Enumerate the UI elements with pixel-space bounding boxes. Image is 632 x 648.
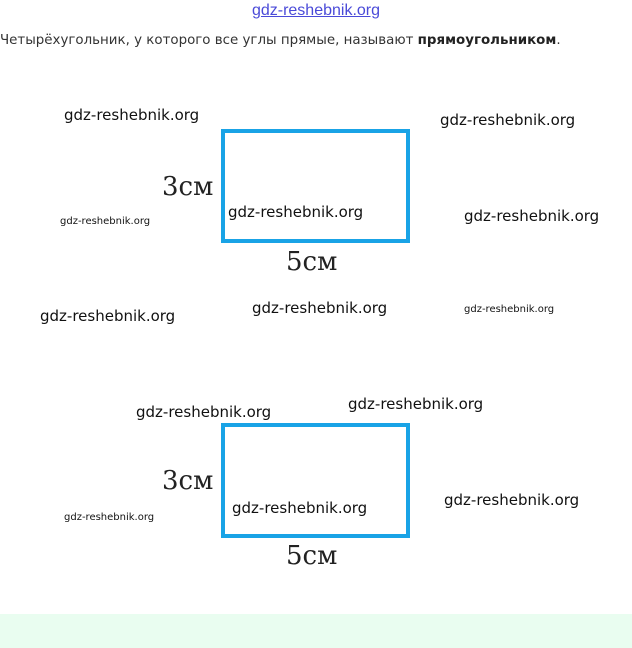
watermark: gdz-reshebnik.org	[232, 499, 368, 517]
watermark: gdz-reshebnik.org	[464, 304, 555, 315]
watermark: gdz-reshebnik.org	[464, 207, 600, 225]
width-label-1: 5см	[286, 247, 338, 277]
definition-text-after: .	[556, 33, 561, 48]
rectangle-figure-2	[221, 423, 410, 538]
watermark: gdz-reshebnik.org	[228, 203, 364, 221]
watermark: gdz-reshebnik.org	[60, 216, 151, 227]
site-header-link[interactable]: gdz-reshebnik.org	[251, 2, 381, 19]
watermark: gdz-reshebnik.org	[348, 395, 484, 413]
footer-band	[0, 614, 632, 648]
watermark: gdz-reshebnik.org	[64, 106, 200, 124]
height-label-1: 3см	[162, 172, 214, 202]
rectangle-figure-1	[221, 129, 410, 243]
definition-text	[0, 32, 632, 50]
watermark: gdz-reshebnik.org	[40, 307, 176, 325]
watermark: gdz-reshebnik.org	[64, 512, 155, 523]
watermark: gdz-reshebnik.org	[252, 299, 388, 317]
definition-text-before: Четырёхугольник, у которого все углы прямые, называют	[0, 33, 418, 48]
watermark: gdz-reshebnik.org	[136, 403, 272, 421]
watermark: gdz-reshebnik.org	[440, 111, 576, 129]
definition-term: прямоугольником	[417, 33, 557, 48]
height-label-2: 3см	[162, 466, 214, 496]
watermark: gdz-reshebnik.org	[444, 491, 580, 509]
width-label-2: 5см	[286, 541, 338, 571]
